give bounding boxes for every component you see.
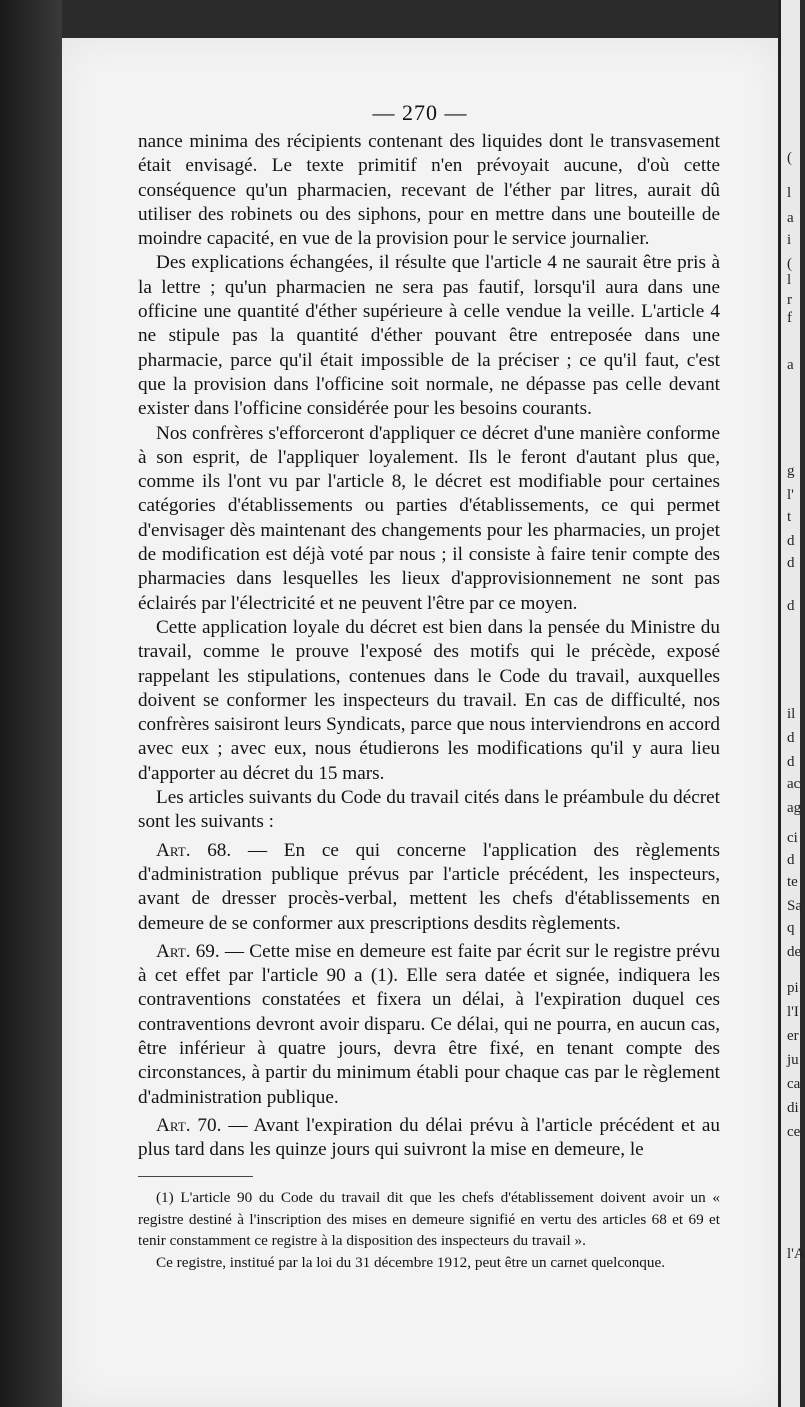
adjacent-page-edge (778, 0, 805, 1407)
adjacent-fragment: ( (787, 150, 792, 166)
adjacent-fragment: d (787, 555, 795, 571)
adjacent-fragment: f (787, 310, 792, 326)
adjacent-fragment: d (787, 730, 795, 746)
paragraph-4: Cette application loyale du décret est bien dans la pensée du Ministre du travail, comme le prouve l'exposé des motifs qui le précède, exposé rappelant les stipulations, contenues dans le Code du travail, auxquelles doivent se conformer les inspecteurs du travail. En cas de difficulté, nos confrères saisiront leurs Syndicats, parce que nous interviendrons en accord avec eux ; avec eux, nous étudierons les modifications qu'il y aura lieu d'apporter au décret du 15 mars. (138, 616, 720, 784)
adjacent-fragment: ag (787, 800, 802, 816)
adjacent-fragment: ju (787, 1052, 799, 1068)
adjacent-fragment: q (787, 920, 795, 936)
article-69-text: — Cette mise en demeure est faite par écrit sur le registre prévu à cet effet par l'article 90 a (1). Elle sera datée et signée, indiquera les contraventions constatées et fixera un délai, à l'expiration duquel ces contraventions devront avoir disparu. Ce délai, qui ne pourra, en aucun cas, être inférieur à quatre jours, devra être fixé, en tenant compte des circonstances, à partir du minimum établi pour chaque cas par le règlement d'administration publique. (138, 940, 720, 1108)
adjacent-fragment: l (787, 272, 792, 288)
article-70 (138, 1114, 720, 1163)
body-text (138, 130, 720, 1273)
adjacent-fragment: ce (787, 1124, 801, 1140)
adjacent-fragment: Sa (787, 898, 802, 914)
adjacent-fragment: d (787, 852, 795, 868)
footnote-divider (138, 1176, 253, 1177)
adjacent-fragment: g (787, 463, 795, 479)
adjacent-fragment: l' (787, 487, 794, 503)
footnote-2: Ce registre, institué par la loi du 31 décembre 1912, peut être un carnet quelconque. (156, 1253, 666, 1271)
adjacent-fragment: d (787, 754, 795, 770)
adjacent-fragment: ac (787, 776, 801, 792)
page-number: — 270 — (372, 100, 468, 125)
article-69-label: Art. 69. (156, 940, 220, 962)
footnote-1: (1) L'article 90 du Code du travail dit que les chefs d'établissement doivent avoir un « registre destiné à l'inscription des mises en demeure signifié en vertu des articles 68 et 69 et tenir constamment ce registre à la disposition des inspecteurs du travail ». (138, 1189, 720, 1250)
paragraph-5: Les articles suivants du Code du travail cités dans le préambule du décret sont les suivants : (138, 787, 720, 833)
paragraph-3: Nos confrères s'efforceront d'appliquer ce décret d'une manière conforme à son esprit, de l'appliquer loyalement. Ils le feront d'autant plus que, comme ils l'ont vu par l'article 8, le décret est modifiable pour certaines catégories d'établissements ou parties d'établissements, ce qui permet d'envisager dès maintenant des changements pour les pharmacies, un projet de modification est déjà voté par nous ; il consiste à faire tenir compte des pharmacies dans lesquelles les lieux d'approvisionnement ne sont pas éclairés par l'électricité et ne peuvent l'être par ce moyen. (138, 422, 720, 614)
adjacent-fragment: a (787, 357, 794, 373)
adjacent-fragment: l (787, 185, 792, 201)
adjacent-fragment: l'A (787, 1246, 805, 1262)
footnotes (138, 1187, 720, 1273)
article-69 (138, 940, 720, 1110)
adjacent-fragment: ca (787, 1076, 801, 1092)
article-70-text: — Avant l'expiration du délai prévu à l'article précédent et au plus tard dans les quinze jours qui suivront la mise en demeure, le (138, 1114, 720, 1161)
adjacent-fragment: d (787, 598, 795, 614)
article-68-label: Art. 68. (156, 839, 232, 861)
adjacent-fragment: d (787, 533, 795, 549)
article-70-label: Art. 70. (156, 1114, 222, 1136)
article-68-text: — En ce qui concerne l'application des règlements d'administration publique prévus par l'article précédent, les inspecteurs, avant de dresser procès-verbal, mettent les chefs d'établissements en demeure de se conformer aux prescriptions desdits règlements. (138, 839, 720, 934)
adjacent-fragment: di (787, 1100, 799, 1116)
adjacent-fragment: te (787, 874, 798, 890)
adjacent-fragment: a (787, 210, 794, 226)
adjacent-fragment: r (787, 292, 792, 308)
adjacent-fragment: ci (787, 830, 798, 846)
paragraph-2: Des explications échangées, il résulte que l'article 4 ne saurait être pris à la lettre ; qu'un pharmacien ne sera pas fautif, lorsqu'il aura dans une officine une quantité d'éther supérieure à celle vendue la veille. L'article 4 ne stipule pas la quantité d'éther pouvant être entreposée dans une pharmacie, parce qu'il était impossible de la préciser ; ce qu'il faut, c'est que la provision dans l'officine soit normale, ne dépasse pas celle devant exister dans l'officine considérée pour les besoins courants. (138, 252, 720, 420)
adjacent-fragment: il (787, 706, 796, 722)
adjacent-fragment: er (787, 1028, 799, 1044)
adjacent-fragment: t (787, 509, 792, 525)
scan-dark-margin (0, 0, 62, 1407)
adjacent-fragment: pi (787, 980, 799, 996)
paragraph-1: nance minima des récipients contenant des liquides dont le transvasement était envisagé. Le texte primitif n'en prévoyait aucune, d'où cette conséquence qu'un pharmacien, recevant de l'éther par litres, aurait dû utiliser des robinets ou des siphons, pour en mettre dans une bouteille de moindre capacité, en vue de la provision pour le service journalier. (138, 131, 720, 250)
adjacent-fragment: ( (787, 256, 792, 272)
article-68 (138, 839, 720, 936)
adjacent-fragment: de (787, 944, 802, 960)
adjacent-fragment: l'I (787, 1004, 799, 1020)
adjacent-fragment: i (787, 232, 792, 248)
